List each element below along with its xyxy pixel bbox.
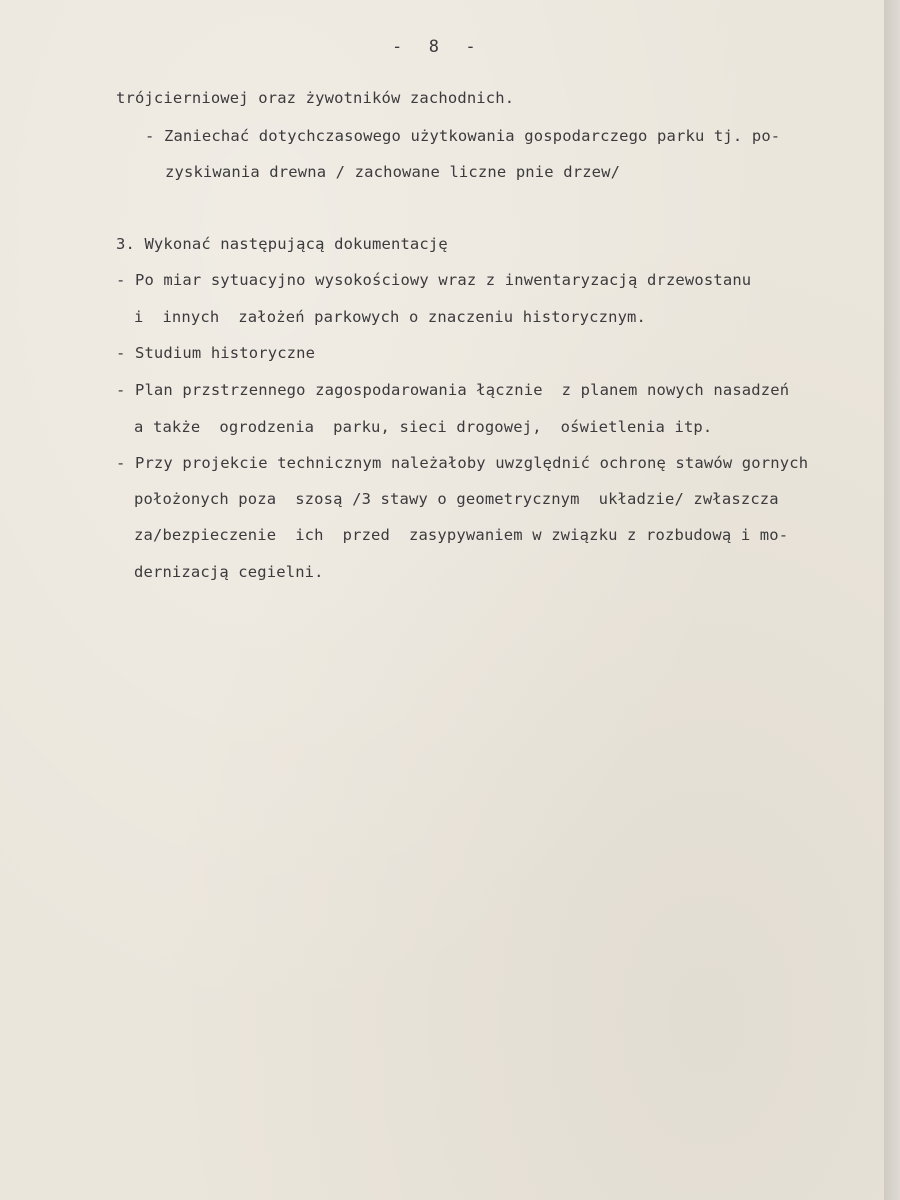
- text-line: a także ogrodzenia parku, sieci drogowej, oświetlenia itp.: [134, 418, 713, 436]
- text-line: zyskiwania drewna / zachowane liczne pnie drzew/: [165, 163, 621, 181]
- text-line: - Po miar sytuacyjno wysokościowy wraz z inwentaryzacją drzewostanu: [116, 271, 752, 289]
- text-line: - Studium historyczne: [116, 344, 316, 362]
- section-heading: 3. Wykonać następującą dokumentację: [116, 235, 448, 253]
- text-line: - Plan przstrzennego zagospodarowania łącznie z planem nowych nasadzeń: [116, 381, 790, 399]
- text-line: dernizacją cegielni.: [134, 563, 324, 581]
- text-line: i innych założeń parkowych o znaczeniu historycznym.: [134, 308, 647, 326]
- text-line: za/bezpieczenie ich przed zasypywaniem w związku z rozbudową i mo-: [134, 526, 789, 544]
- page-number: - 8 -: [392, 37, 478, 57]
- text-line: trójcierniowej oraz żywotników zachodnich.: [116, 89, 515, 107]
- text-line: położonych poza szosą /3 stawy o geometrycznym układzie/ zwłaszcza: [134, 490, 779, 508]
- text-line: - Przy projekcie technicznym należałoby uwzględnić ochronę stawów gornych: [116, 454, 809, 472]
- page-edge: [884, 0, 900, 1200]
- text-line: - Zaniechać dotychczasowego użytkowania gospodarczego parku tj. po-: [145, 127, 781, 145]
